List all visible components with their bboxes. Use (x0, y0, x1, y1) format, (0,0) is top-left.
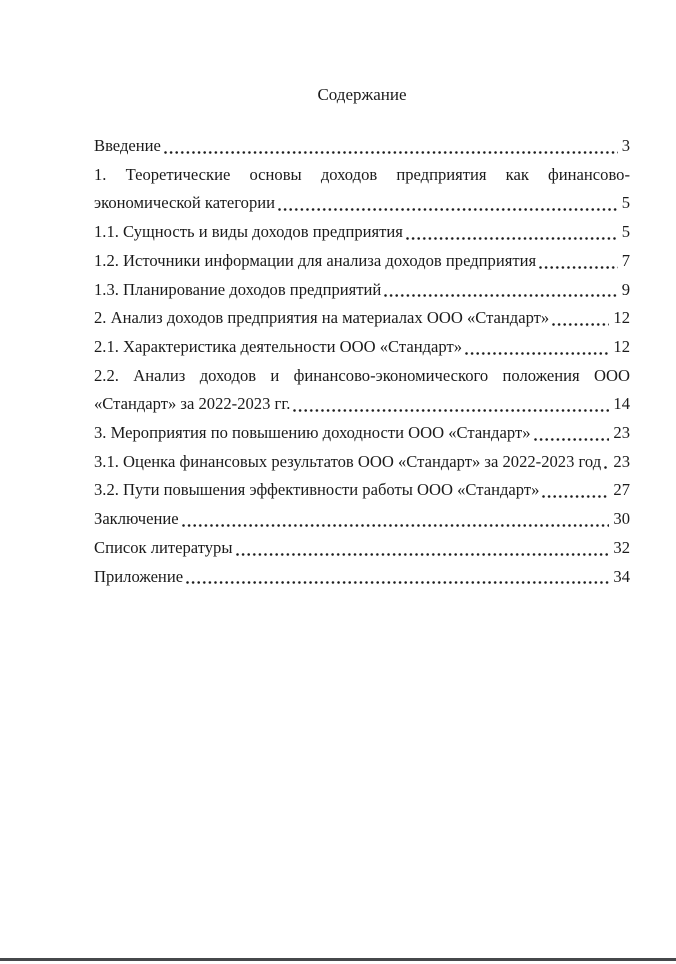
toc-entry-last-line (94, 419, 630, 448)
toc-list (94, 132, 630, 591)
dot-leader (406, 218, 618, 247)
toc-page-number: 12 (613, 308, 630, 328)
dot-leader (186, 563, 609, 592)
toc-entry-label: 3.2. Пути повышения эффективности работы ООО «Стандарт» (94, 480, 540, 500)
toc-entry[interactable] (94, 419, 630, 448)
toc-entry[interactable] (94, 161, 630, 218)
dot-leader (278, 189, 618, 218)
dot-leader (604, 448, 609, 477)
dot-leader (384, 276, 617, 305)
toc-entry[interactable] (94, 304, 630, 333)
toc-entry[interactable] (94, 247, 630, 276)
toc-page-number: 3 (621, 136, 630, 155)
toc-entry-last-line (94, 505, 630, 534)
toc-entry-last-line (94, 189, 630, 218)
toc-entry-last-line (94, 534, 630, 563)
dot-leader (236, 534, 610, 563)
toc-entry-last-line (94, 247, 630, 276)
toc-page-number: 5 (621, 222, 630, 242)
toc-entry-last-line (94, 218, 630, 247)
toc-entry-label: 1.3. Планирование доходов предприятий (94, 279, 382, 299)
toc-entry-label: «Стандарт» за 2022-2023 гг. (94, 394, 291, 414)
toc-page-number: 5 (621, 193, 630, 213)
toc-entry-last-line (94, 276, 630, 305)
toc-entry-label: экономической категории (94, 193, 276, 213)
dot-leader (539, 247, 618, 276)
toc-page-number: 9 (621, 279, 630, 299)
toc-page-number: 12 (613, 336, 630, 356)
toc-page-number: 27 (613, 480, 630, 500)
toc-entry-label: Введение (94, 136, 161, 155)
dot-leader (465, 333, 609, 362)
toc-page-number: 32 (613, 537, 630, 557)
toc-entry[interactable] (94, 476, 630, 505)
toc-entry-last-line (94, 476, 630, 505)
toc-entry-label: 1.2. Источники информации для анализа доходов предприятия (94, 250, 537, 270)
toc-entry[interactable] (94, 333, 630, 362)
toc-entry-last-line (94, 304, 630, 333)
toc-entry-last-line (94, 448, 630, 477)
dot-leader (293, 390, 609, 419)
toc-title: Содержание (317, 85, 407, 104)
toc-page-number: 7 (621, 250, 630, 270)
toc-entry-label: 3.1. Оценка финансовых результатов ООО «Стандарт» за 2022-2023 год (94, 451, 602, 471)
toc-entry[interactable] (94, 218, 630, 247)
dot-leader (164, 132, 618, 161)
dot-leader (534, 419, 610, 448)
toc-entry[interactable] (94, 505, 630, 534)
toc-entry-label: 2.1. Характеристика деятельности ООО «Стандарт» (94, 336, 463, 356)
toc-entry-label: 3. Мероприятия по повышению доходности ООО «Стандарт» (94, 423, 531, 443)
toc-entry-label: Заключение (94, 509, 179, 529)
dot-leader (542, 476, 609, 505)
toc-entry[interactable] (94, 534, 630, 563)
toc-entry-last-line (94, 333, 630, 362)
dot-leader (552, 304, 609, 333)
toc-page-number: 14 (613, 394, 630, 414)
toc-entry-last-line (94, 132, 630, 161)
toc-entry-wrapped-line: 1. Теоретические основы доходов предприятия как финансово- (94, 164, 630, 184)
toc-entry[interactable] (94, 362, 630, 419)
toc-entry-last-line (94, 563, 630, 592)
dot-leader (182, 505, 610, 534)
toc-page-number: 23 (613, 423, 630, 443)
toc-entry-label: Список литературы (94, 537, 233, 557)
toc-page-number: 34 (613, 566, 630, 586)
toc-entry-last-line (94, 390, 630, 419)
toc-page-number: 30 (613, 509, 630, 529)
toc-entry-label: 2. Анализ доходов предприятия на материалах ООО «Стандарт» (94, 308, 550, 328)
page-bottom-edge (0, 958, 676, 961)
toc-entry-wrapped-line: 2.2. Анализ доходов и финансово-экономического положения ООО (94, 365, 630, 385)
toc-entry[interactable] (94, 276, 630, 305)
toc-entry[interactable] (94, 132, 630, 161)
toc-entry-label: 1.1. Сущность и виды доходов предприятия (94, 222, 403, 242)
toc-entry[interactable] (94, 448, 630, 477)
toc-entry[interactable] (94, 563, 630, 592)
toc-page-number: 23 (613, 451, 630, 471)
toc-entry-label: Приложение (94, 566, 184, 586)
